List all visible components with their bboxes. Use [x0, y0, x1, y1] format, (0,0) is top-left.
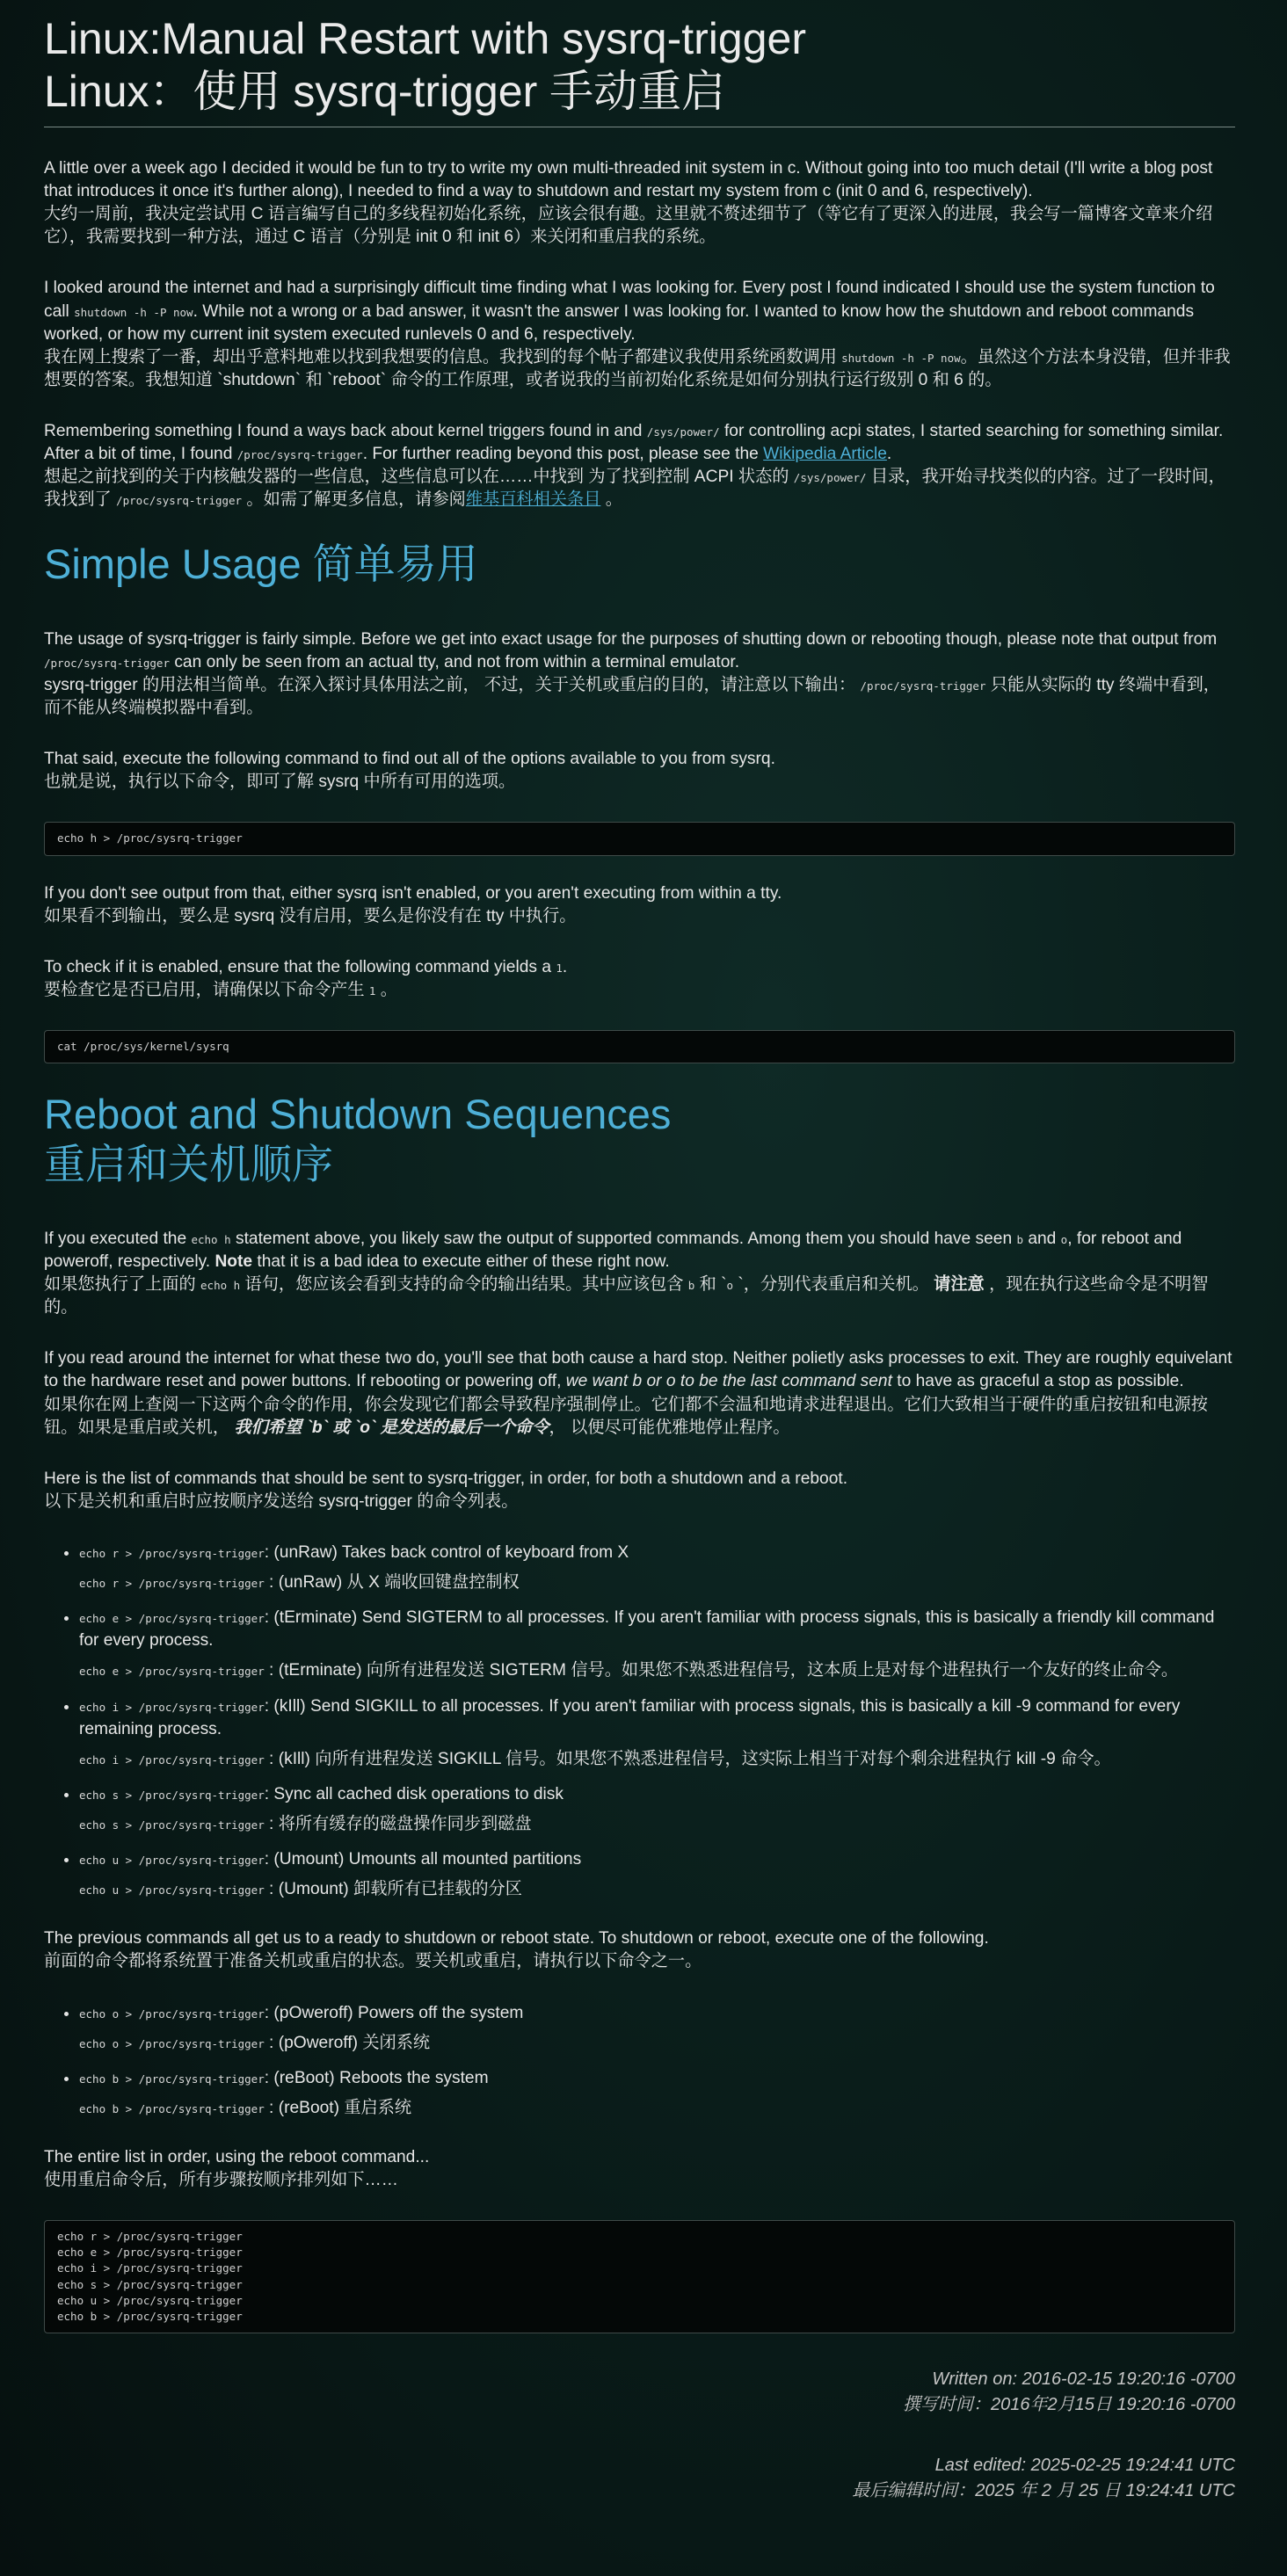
simple-p4-en-text: To check if it is enabled, ensure that the following command yields a: [44, 957, 556, 976]
inline-code: echo b > /proc/sysrq-trigger: [79, 2072, 265, 2086]
simple-p4-cn-text: 要检查它是否已启用，请确保以下命令产生: [44, 980, 369, 999]
reboot-p2-en-text: to have as graceful a stop as possible.: [891, 1372, 1184, 1391]
reboot-p1-en-text: that it is a bad idea to execute either of these right now.: [252, 1252, 670, 1272]
written-timestamp: [44, 2367, 1235, 2418]
list-item-cn-text: : (unRaw) 从 X 端收回键盘控制权: [264, 1573, 520, 1593]
inline-code: 1: [368, 983, 376, 998]
intro-p1-en: A little over a week ago I decided it would be fun to try to write my own multi-threaded init system in c. Without going into too much detail (I'll write a blog post that introduces it once it's further along), I needed to find a way to shutdown and restart my system from c (init 0 and 6, respectively).: [44, 159, 1213, 201]
reboot-p2-cn-text: 如果你在网上查阅一下这两个命令的作用，你会发现它们都会导致程序强制停止。它们都不会温和地请求进程退出。它们大致相当于硬件的重启按钮和电源按钮。如果是重启或关机，: [44, 1395, 1208, 1437]
reboot-paragraph-5: [44, 2146, 1235, 2192]
intro-p2-cn: [44, 346, 1235, 392]
emphasis-text: we want b or o to be the last command sent: [565, 1372, 892, 1391]
list-item-en: : Sync all cached disk operations to disk: [264, 1784, 564, 1803]
reboot-paragraph-3: [44, 1468, 1235, 1513]
list-item-cn-text: : (Umount) 卸载所有已挂载的分区: [264, 1880, 522, 1899]
list-item-cn: [79, 1571, 1235, 1594]
list-item: [79, 1848, 1235, 1901]
intro-p3-en-text: Remembering something I found a ways back about kernel triggers found in and: [44, 421, 647, 440]
intro-paragraph-1: [44, 157, 1235, 249]
simple-p1-en-text: The usage of sysrq-trigger is fairly simple. Before we get into exact usage for the purposes of shutting down or rebooting though, please note that output from: [44, 629, 1218, 649]
list-item-cn: [79, 1878, 1235, 1901]
inline-code: echo r > /proc/sysrq-trigger: [79, 1577, 265, 1591]
reboot-p1-en-text: If you executed the: [44, 1229, 192, 1248]
simple-p4-cn: [44, 979, 1235, 1002]
reboot-p1-cn-text: ，现在执行这些命令是不明智的。: [44, 1275, 1209, 1317]
inline-code: echo e > /proc/sysrq-trigger: [79, 1612, 265, 1626]
reboot-p1-cn: [44, 1273, 1235, 1319]
reboot-p4-cn: 前面的命令都将系统置于准备关机或重启的状态。要关机或重启，请执行以下命令之一。: [44, 1952, 702, 1971]
inline-code: /proc/sysrq-trigger: [44, 656, 170, 670]
intro-p3-en-text: . For further reading beyond this post, please see the: [362, 445, 764, 464]
list-item-cn: [79, 1659, 1235, 1682]
inline-code: /proc/sysrq-trigger: [860, 679, 986, 693]
section-heading-simple-usage: [44, 540, 1235, 589]
reboot-p4-en: The previous commands all get us to a ready to shutdown or reboot state. To shutdown or reboot, execute one of the following.: [44, 1929, 989, 1948]
post-footer: [44, 2367, 1235, 2504]
page-title-cn: Linux：使用 sysrq-trigger 手动重启: [44, 67, 726, 116]
section-heading-text: Simple Usage 简单易用: [44, 541, 478, 588]
inline-code: echo u > /proc/sysrq-trigger: [79, 1883, 265, 1898]
intro-p3-en: [44, 420, 1235, 466]
list-item-cn-text: : (reBoot) 重启系统: [264, 2098, 412, 2117]
page-title-en: Linux:Manual Restart with sysrq-trigger: [44, 14, 806, 63]
inline-code: echo h: [200, 1279, 241, 1293]
reboot-p1-cn-text: 语句，您应该会看到支持的命令的输出结果。其中应该包含: [240, 1275, 688, 1295]
intro-p3-cn-text: 。如需了解更多信息，请参阅: [242, 490, 466, 510]
code-block-full-sequence[interactable]: echo r > /proc/sysrq-trigger echo e > /proc/sysrq-trigger echo i > /proc/sysrq-trigger echo s > /proc/sysrq-trigger echo u > /proc/sysrq-trigger echo b > /proc/sysrq-trigger: [44, 2220, 1235, 2333]
intro-p3-en-text: for controlling acpi states, I started searching for something similar. After a bit of time, I found: [44, 421, 1224, 464]
reboot-p2-en-text: If you read around the internet for what these two do, you'll see that both cause a hard stop. Neither polietly asks processes to exit. They are roughly equivelant to the hardware reset and power buttons. If rebooting or powering off,: [44, 1349, 1232, 1391]
section-heading-cn: 重启和关机顺序: [44, 1140, 333, 1187]
reboot-paragraph-1: [44, 1228, 1235, 1319]
inline-code: /sys/power/: [793, 471, 867, 485]
reboot-p1-cn-text: 如果您执行了上面的: [44, 1275, 201, 1295]
simple-p3-en: If you don't see output from that, either sysrq isn't enabled, or you aren't executing from within a tty.: [44, 883, 782, 903]
section-heading-reboot-shutdown: [44, 1090, 1235, 1189]
reboot-p1-cn-text: `，分别代表重启和关机。: [733, 1275, 934, 1295]
reboot-paragraph-4: [44, 1927, 1235, 1973]
reboot-p3-cn: 以下是关机和重启时应按顺序发送给 sysrq-trigger 的命令列表。: [44, 1491, 519, 1511]
inline-code: echo e > /proc/sysrq-trigger: [79, 1665, 265, 1679]
prepare-command-list: [44, 1542, 1235, 1901]
inline-code: o: [1060, 1232, 1068, 1246]
intro-p2-en: [44, 277, 1235, 345]
list-item-cn-text: : (kIll) 向所有进程发送 SIGKILL 信号。如果您不熟悉进程信号，这实际上相当于对每个剩余进程执行 kill -9 命令。: [264, 1749, 1111, 1768]
inline-code: echo o > /proc/sysrq-trigger: [79, 2036, 265, 2050]
list-item: [79, 2002, 1235, 2055]
list-item-cn: [79, 1748, 1235, 1771]
list-item-cn-text: : (tErminate) 向所有进程发送 SIGTERM 信号。如果您不熟悉进程信号，这本质上是对每个进程执行一个友好的终止命令。: [264, 1661, 1179, 1680]
reboot-p2-cn: [44, 1394, 1235, 1440]
code-block-cat-sysrq[interactable]: cat /proc/sys/kernel/sysrq: [44, 1030, 1235, 1063]
inline-code: echo i > /proc/sysrq-trigger: [79, 1752, 265, 1767]
reboot-paragraph-2: [44, 1347, 1235, 1439]
inline-code: /proc/sysrq-trigger: [236, 448, 363, 462]
inline-code: b: [687, 1279, 695, 1293]
list-item: [79, 1695, 1235, 1771]
intro-p2-cn-text: 。虽然这个方法本身没错，但并非我想要的答案。我想知道 `shutdown` 和 `reboot` 命令的工作原理，或者说我的当前初始化系统是如何分别执行运行级别 0 和 6 的。: [44, 347, 1231, 389]
edited-cn: 最后编辑时间：2025 年 2 月 25 日 19:24:41 UTC: [852, 2480, 1235, 2500]
section-heading-en: Reboot and Shutdown Sequences: [44, 1091, 672, 1138]
simple-p1-en: [44, 628, 1235, 674]
final-command-list: [44, 2002, 1235, 2120]
simple-paragraph-1: [44, 628, 1235, 720]
list-item: [79, 1607, 1235, 1682]
intro-p3-cn: [44, 466, 1235, 512]
inline-code: 1: [556, 961, 563, 975]
reboot-p5-en: The entire list in order, using the reboot command...: [44, 2148, 430, 2166]
inline-code: echo i > /proc/sysrq-trigger: [79, 1700, 265, 1714]
list-item-en: : (Umount) Umounts all mounted partitions: [264, 1850, 582, 1869]
simple-p2-en: That said, execute the following command to find out all of the options available to you from sysrq.: [44, 750, 775, 769]
list-item-en: : (unRaw) Takes back control of keyboard from X: [264, 1543, 629, 1563]
list-item-en: : (pOweroff) Powers off the system: [264, 2003, 524, 2022]
simple-paragraph-2: [44, 748, 1235, 794]
inline-code: echo u > /proc/sysrq-trigger: [79, 1854, 265, 1868]
reboot-p5-cn: 使用重启命令后，所有步骤按顺序排列如下……: [44, 2171, 398, 2190]
code-block-echo-h[interactable]: echo h > /proc/sysrq-trigger: [44, 822, 1235, 855]
intro-p2-en-text: I looked around the internet and had a surprisingly difficult time finding what I was looking for. Every post I found indicated I should use the system function to call: [44, 279, 1215, 321]
article: [44, 12, 1235, 2504]
intro-p1-cn: 大约一周前，我决定尝试用 C 语言编写自己的多线程初始化系统，应该会很有趣。这里就不赘述细节了（等它有了更深入的进展，我会写一篇博客文章来介绍它），我需要找到一种方法，通过 C 语言（分别是 init 0 和 init 6）来关闭和重启我的系统。: [44, 205, 1213, 247]
inline-code: b: [1016, 1232, 1023, 1246]
emphasis-text-cn: 我们希望 `b` 或 `o` 是发送的最后一个命令: [234, 1418, 549, 1437]
written-en: Written on: 2016-02-15 19:20:16 -0700: [932, 2369, 1235, 2389]
inline-code: echo r > /proc/sysrq-trigger: [79, 1547, 265, 1561]
inline-code: echo h: [191, 1232, 231, 1246]
intro-p2-en-text: . While not a wrong or a bad answer, it wasn't the answer I was looking for. I wanted to know how the shutdown and reboot commands worked, or how my current init system executed runlevels 0 and 6, respectively.: [44, 301, 1195, 344]
inline-code: o: [726, 1279, 734, 1293]
note-bold-cn: 请注意: [934, 1275, 985, 1295]
simple-paragraph-3: [44, 882, 1235, 928]
list-item-en: : (kIll) Send SIGKILL to all processes. If you aren't familiar with process signals, this is basically a kill -9 command for every remaining process.: [79, 1696, 1181, 1738]
list-item-cn: [79, 2097, 1235, 2120]
intro-p3-cn-text: 想起之前找到的关于内核触发器的一些信息，这些信息可以在……中找到 为了找到控制 ACPI 状态的: [44, 468, 794, 487]
inline-code: shutdown -h -P now: [74, 305, 193, 319]
inline-code: shutdown -h -P now: [841, 351, 961, 365]
simple-p1-cn-text: sysrq-trigger 的用法相当简单。在深入探讨具体用法之前， 不过，关于关机或重启的目的，请注意以下输出：: [44, 676, 861, 695]
reboot-p1-en-text: , for reboot and poweroff, respectively.: [44, 1229, 1182, 1272]
list-item-en: : (tErminate) Send SIGTERM to all processes. If you aren't familiar with process signals, this is basically a friendly kill command for every process.: [79, 1608, 1215, 1651]
simple-p1-cn: [44, 674, 1235, 720]
intro-p3-cn-text: 目录，我开始寻找类似的内容。过了一段时间，我找到了: [44, 468, 1225, 510]
inline-code: /sys/power/: [646, 424, 720, 439]
list-item-en: : (reBoot) Reboots the system: [264, 2068, 489, 2087]
page-title: [44, 12, 1235, 118]
list-item: [79, 1542, 1235, 1594]
simple-paragraph-4: [44, 956, 1235, 1002]
simple-p2-cn: 也就是说，执行以下命令，即可了解 sysrq 中所有可用的选项。: [44, 773, 516, 792]
edited-en: Last edited: 2025-02-25 19:24:41 UTC: [934, 2455, 1235, 2475]
inline-code: /proc/sysrq-trigger: [116, 494, 243, 508]
reboot-p3-en: Here is the list of commands that should be sent to sysrq-trigger, in order, for both a shutdown and a reboot.: [44, 1469, 848, 1488]
simple-p1-en-text: can only be seen from an actual tty, and not from within a terminal emulator.: [170, 652, 740, 671]
simple-p1-cn-text: 只能从实际的 tty 终端中看到，而不能从终端模拟器中看到。: [44, 676, 1220, 718]
inline-code: echo s > /proc/sysrq-trigger: [79, 1788, 265, 1802]
simple-p3-cn: 如果看不到输出，要么是 sysrq 没有启用，要么是你没有在 tty 中执行。: [44, 906, 577, 925]
simple-p4-cn-text: 。: [375, 980, 397, 999]
list-item-cn-text: : (pOweroff) 关闭系统: [264, 2033, 431, 2052]
reboot-p1-en-text: and: [1022, 1229, 1061, 1248]
reboot-p1-cn-text: 和 `: [694, 1275, 727, 1295]
reboot-p2-en: [44, 1347, 1235, 1393]
note-bold: Note: [214, 1252, 253, 1272]
list-item: [79, 1783, 1235, 1836]
reboot-p1-en-text: statement above, you likely saw the output of supported commands. Among them you should have seen: [230, 1229, 1017, 1248]
inline-code: echo o > /proc/sysrq-trigger: [79, 2006, 265, 2021]
reboot-p2-cn-text: ， 以便尽可能优雅地停止程序。: [549, 1418, 790, 1437]
edited-timestamp: [44, 2453, 1235, 2504]
simple-p4-en: [44, 956, 1235, 979]
intro-p2-cn-text: 我在网上搜索了一番，却出乎意料地难以找到我想要的信息。我找到的每个帖子都建议我使用系统函数调用: [44, 347, 842, 366]
list-item: [79, 2067, 1235, 2120]
simple-p4-en-text: .: [562, 957, 568, 976]
written-cn: 撰写时间：2016年2月15日 19:20:16 -0700: [903, 2394, 1235, 2414]
list-item-cn: [79, 1813, 1235, 1836]
intro-paragraph-3: [44, 420, 1235, 512]
inline-code: echo b > /proc/sysrq-trigger: [79, 2101, 265, 2115]
intro-paragraph-2: [44, 277, 1235, 392]
wikipedia-link[interactable]: Wikipedia Article: [763, 445, 887, 464]
reboot-p1-en: [44, 1228, 1235, 1273]
list-item-cn-text: : 将所有缓存的磁盘操作同步到磁盘: [264, 1815, 532, 1834]
wikipedia-link-cn[interactable]: 维基百科相关条目: [465, 490, 601, 510]
inline-code: echo s > /proc/sysrq-trigger: [79, 1818, 265, 1832]
intro-p3-cn-text: 。: [600, 490, 622, 510]
list-item-cn: [79, 2032, 1235, 2055]
intro-p3-en-text: .: [886, 445, 892, 464]
